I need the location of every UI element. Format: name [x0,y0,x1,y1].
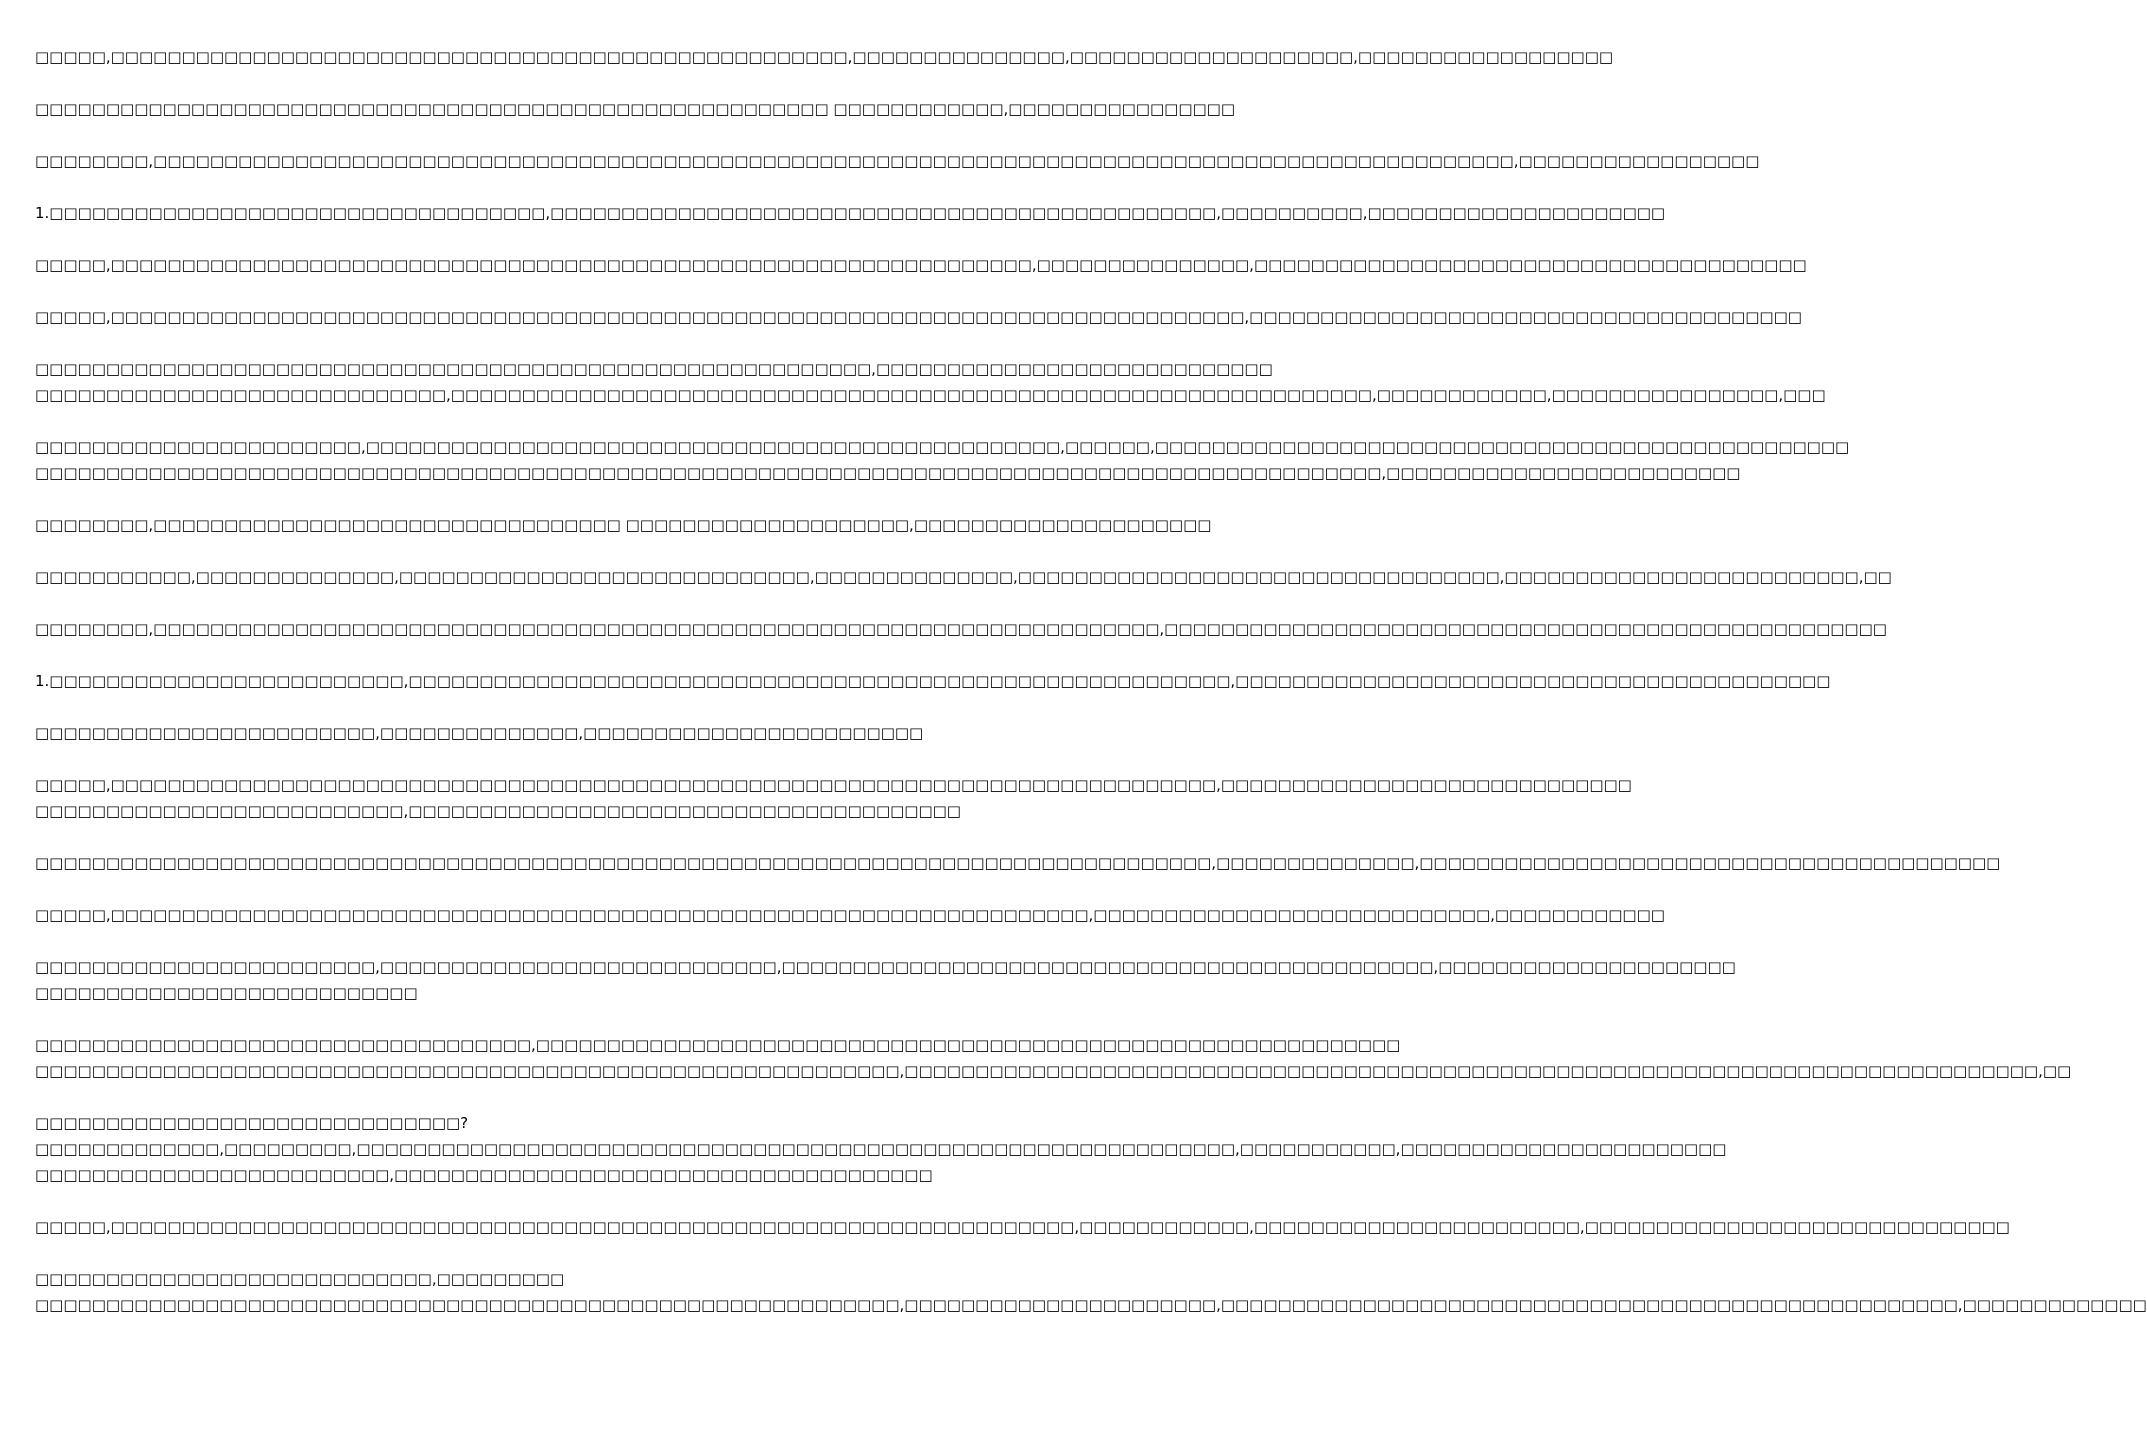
paragraph-gap [35,1006,990,1032]
paragraph-gap [35,876,990,902]
text-line: □□□□□□□□□□□□□□□□□□□□□□□□,□□□□□□□□□□□□□□,□□□□□□□□□□□□□□□□□□□□□□□□ [35,724,924,742]
paragraph-gap [35,408,990,434]
text-line: □□□□□□□□□□□□□,□□□□□□□□□,□□□□□□□□□□□□□□□□□□□□□□□□□□□□□□□□□□□□□□□□□□□□□□□□□□□□□□□□□□□□□□,□□□□□□□□□□□,□□□□□□□□□□□□□□□□□□□□□□□ [35,1140,1727,1158]
text-line: □□□□□,□□□□□□□□□□□□□□□□□□□□□□□□□□□□□□□□□□□□□□□□□□□□□□□□□□□□□□□□□□□□□□□□□□□□□□□□□□□□□□,□□□□□□□□□□□□□□□□□□□□□□□□□□□□□ [35,776,1632,794]
paragraph-gap [35,590,990,616]
text-line: □□□□□□□□,□□□□□□□□□□□□□□□□□□□□□□□□□□□□□□□□□□□□□□□□□□□□□□□□□□□□□□□□□□□□□□□□□□□□□□□□□□□□□□□□□□□□□□□□□□□□□□□□,□□□□□□□□□□□□□□□□□ [35,152,1760,170]
paragraph-gap [35,1188,990,1214]
paragraph-gap [35,70,990,96]
paragraph-gap [35,824,990,850]
paragraph-gap [35,486,990,512]
paragraph-gap [35,226,990,252]
paragraph-gap [35,1240,990,1266]
text-line: □□□□□□□□,□□□□□□□□□□□□□□□□□□□□□□□□□□□□□□□□□□□□□□□□□□□□□□□□□□□□□□□□□□□□□□□□□□□□□□□,□□□□□□□□□□□□□□□□□□□□□□□□□□□□□□□□□□□□□□□□□□□□□□□□□□□ [35,620,1887,638]
text-line: □□□□□□□□□□□□□□□□□□□□□□□□,□□□□□□□□□□□□□□□□□□□□□□□□□□□□,□□□□□□□□□□□□□□□□□□□□□□□□□□□□□□□□□□□□□□□□□□□□□□,□□□□□□□□□□□□□□□□□□□□□ [35,958,1736,976]
text-line: □□□□□,□□□□□□□□□□□□□□□□□□□□□□□□□□□□□□□□□□□□□□□□□□□□□□□□□□□□□□□□□□□□□□□□□□□□□,□□□□□□□□□□□□□□□□□□□□□□□□□□□□,□□□□□□□□□□□□ [35,906,1665,924]
text-line: 1.□□□□□□□□□□□□□□□□□□□□□□□□□□□□□□□□□□□,□□□□□□□□□□□□□□□□□□□□□□□□□□□□□□□□□□□□□□□□□□□□□□□,□□□□□□□□□□,□□□□□□□□□□□□□□□□□□□□□ [35,204,1666,222]
paragraph-gap [35,928,990,954]
text-line: □□□□□□□□□□□,□□□□□□□□□□□□□□,□□□□□□□□□□□□□□□□□□□□□□□□□□□□□,□□□□□□□□□□□□□□,□□□□□□□□□□□□□□□□□□□□□□□□□□□□□□□□□□,□□□□□□□□□□□□□□□□□□□□□□□□□,□□ [35,568,1892,586]
text-line: □□□□□□□□□□□□□□□□□□□□□□□□□□,□□□□□□□□□□□□□□□□□□□□□□□□□□□□□□□□□□□□□□□ [35,802,961,820]
text-line: □□□□□□□□□□□□□□□□□□□□□□□□□□□□□□□□□□□□□□□□□□□□□□□□□□□□□□□□□□□□□□□□□□□□□□□□□□□□□□□□□□□,□□□□□□□□□□□□□□,□□□□□□□□□□□□□□□□□□□□□□□□□□□□□□□□□□□□□□□□□ [35,854,2001,872]
document-page [35,44,2147,1424]
text-line: □□□□□□□□□□□□□□□□□□□□□□□□□□□□□□? [35,1114,469,1132]
text-line: □□□□□□□□□□□□□□□□□□□□□□□,□□□□□□□□□□□□□□□□□□□□□□□□□□□□□□□□□□□□□□□□□□□□□□□□□,□□□□□□,□□□□□□□□□□□□□□□□□□□□□□□□□□□□□□□□□□□□□□□□□□□□□□□□□ [35,438,1850,456]
text-line: □□□□□□□□□□□□□□□□□□□□□□□□□□□□□□□□□□□□□□□□□□□□□□□□□□□□□□□□□□□□□,□□□□□□□□□□□□□□□□□□□□□□,□□□□□□□□□□□□□□□□□□□□□□□□□□□□□□□□□□□□□□□□□□□□□□□□□□□□,□□□□□□□□□□□□□ [35,1296,2147,1314]
paragraph-gap [35,746,990,772]
text-line: □□□□□□□□□□□□□□□□□□□□□□□□□□□ [35,984,418,1002]
text-line: □□□□□□□□□□□□□□□□□□□□□□□□□□□□,□□□□□□□□□ [35,1270,565,1288]
text-line: □□□□□□□□□□□□□□□□□□□□□□□□□□□□□□□□□□□□□□□□□□□□□□□□□□□□□□□□□□□□□,□□□□□□□□□□□□□□□□□□□□□□□□□□□□□□□□□□□□□□□□□□□□□□□□□□□□□□□□□□□□□□□□□□□□□□□□□□□□□□□□,□□ [35,1062,2072,1080]
text-line: □□□□□□□□□□□□□□□□□□□□□□□□□,□□□□□□□□□□□□□□□□□□□□□□□□□□□□□□□□□□□□□□ [35,1166,933,1184]
paragraph-gap [35,174,990,200]
paragraph-gap [35,694,990,720]
paragraph-gap [35,122,990,148]
text-line: □□□□□,□□□□□□□□□□□□□□□□□□□□□□□□□□□□□□□□□□□□□□□□□□□□□□□□□□□□□□□□□□□□□□□□□□□□,□□□□□□□□□□□□,□□□□□□□□□□□□□□□□□□□□□□□,□□□□□□□□□□□□□□□□□□□□□□□□□□□□□□ [35,1218,2010,1236]
text-line: □□□□□,□□□□□□□□□□□□□□□□□□□□□□□□□□□□□□□□□□□□□□□□□□□□□□□□□□□□,□□□□□□□□□□□□□□□,□□□□□□□□□□□□□□□□□□□□,□□□□□□□□□□□□□□□□□□ [35,48,1614,66]
paragraph-gap [35,1084,990,1110]
text-line: □□□□□,□□□□□□□□□□□□□□□□□□□□□□□□□□□□□□□□□□□□□□□□□□□□□□□□□□□□□□□□□□□□□□□□□,□□□□□□□□□□□□□□□,□□□□□□□□□□□□□□□□□□□□□□□□□□□□□□□□□□□□□□□ [35,256,1807,274]
text-line: □□□□□□□□,□□□□□□□□□□□□□□□□□□□□□□□□□□□□□□□□□ □□□□□□□□□□□□□□□□□□□□,□□□□□□□□□□□□□□□□□□□□□ [35,516,1212,534]
text-line: □□□□□□□□□□□□□□□□□□□□□□□□□□□□□□□□□□□□□□□□□□□□□□□□□□□□□□□□□□□□□□□□□□□□□□□□□□□□□□□□□□□□□□□□□□□□□□□,□□□□□□□□□□□□□□□□□□□□□□□□□ [35,464,1741,482]
paragraph-gap [35,278,990,304]
paragraph-gap [35,538,990,564]
text-line: □□□□□□□□□□□□□□□□□□□□□□□□□□□□□□□□□□□□□□□□□□□□□□□□□□□□□□□□ □□□□□□□□□□□□,□□□□□□□□□□□□□□□□ [35,100,1236,118]
text-line: □□□□□□□□□□□□□□□□□□□□□□□□□□□□□□□□□□□□□□□□□□□□□□□□□□□□□□□□□□□,□□□□□□□□□□□□□□□□□□□□□□□□□□□□ [35,360,1273,378]
paragraph-gap [35,330,990,356]
paragraph-gap [35,642,990,668]
text-line: □□□□□□□□□□□□□□□□□□□□□□□□□□□□□,□□□□□□□□□□□□□□□□□□□□□□□□□□□□□□□□□□□□□□□□□□□□□□□□□□□□□□□□□□□□□□□□□,□□□□□□□□□□□□,□□□□□□□□□□□□□□□□,□□□ [35,386,1826,404]
text-line: 1.□□□□□□□□□□□□□□□□□□□□□□□□□,□□□□□□□□□□□□□□□□□□□□□□□□□□□□□□□□□□□□□□□□□□□□□□□□□□□□□□□□□□,□□□□□□□□□□□□□□□□□□□□□□□□□□□□□□□□□□□□□□□□□□ [35,672,1831,690]
text-line: □□□□□,□□□□□□□□□□□□□□□□□□□□□□□□□□□□□□□□□□□□□□□□□□□□□□□□□□□□□□□□□□□□□□□□□□□□□□□□□□□□□□□□,□□□□□□□□□□□□□□□□□□□□□□□□□□□□□□□□□□□□□□□ [35,308,1802,326]
text-line: □□□□□□□□□□□□□□□□□□□□□□□□□□□□□□□□□□□,□□□□□□□□□□□□□□□□□□□□□□□□□□□□□□□□□□□□□□□□□□□□□□□□□□□□□□□□□□□□□ [35,1036,1401,1054]
